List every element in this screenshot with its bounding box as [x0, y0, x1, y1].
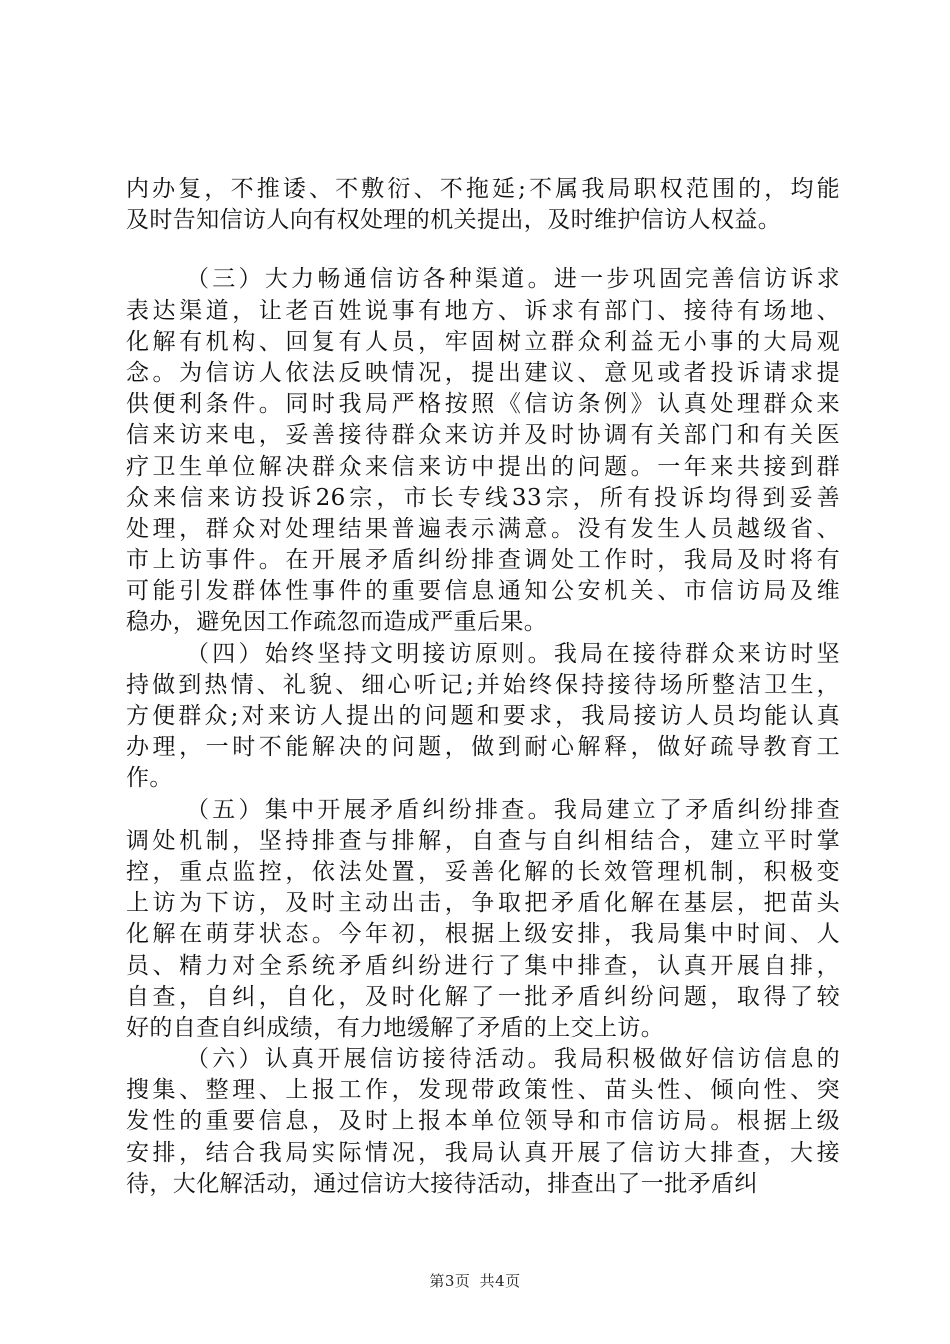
text-line: 化解有机构、回复有人员，牢固树立群众利益无小事的大局观 — [126, 328, 840, 355]
text-line: 表达渠道，让老百姓说事有地方、诉求有部门、接待有场地、 — [126, 297, 840, 324]
paragraph — [126, 174, 840, 236]
page-total: 共4页 — [479, 1272, 521, 1290]
document-body — [126, 174, 840, 1200]
text-line: 众来信来访投诉26宗，市长专线33宗，所有投诉均得到妥善 — [126, 484, 840, 511]
text-line: 搜集、整理、上报工作，发现带政策性、苗头性、倾向性、突 — [126, 1077, 840, 1104]
text-line: 办理，一时不能解决的问题，做到耐心解释，做好疏导教育工 — [126, 734, 840, 761]
text-line: 处理，群众对处理结果普遍表示满意。没有发生人员越级省、 — [126, 515, 840, 542]
text-line: 疗卫生单位解决群众来信来访中提出的问题。一年来共接到群 — [126, 453, 840, 480]
text-line: （三）大力畅通信访各种渠道。进一步巩固完善信访诉求 — [186, 266, 840, 293]
text-line: 可能引发群体性事件的重要信息通知公安机关、市信访局及维 — [126, 578, 840, 605]
page-number: 第3页 — [429, 1272, 471, 1290]
text-line: 化解在萌芽状态。今年初，根据上级安排，我局集中时间、人 — [126, 921, 840, 948]
paragraph-gap — [126, 236, 840, 264]
text-line: （六）认真开展信访接待活动。我局积极做好信访信息的 — [186, 1046, 840, 1073]
text-line: 待，大化解活动，通过信访大接待活动，排查出了一批矛盾纠 — [126, 1170, 758, 1197]
text-line: （五）集中开展矛盾纠纷排查。我局建立了矛盾纠纷排查 — [186, 796, 840, 823]
text-line: 员、精力对全系统矛盾纠纷进行了集中排查，认真开展自排， — [126, 952, 840, 979]
text-line: （四）始终坚持文明接访原则。我局在接待群众来访时坚 — [186, 640, 840, 667]
text-line: 安排，结合我局实际情况，我局认真开展了信访大排查，大接 — [126, 1139, 840, 1166]
text-line: 发性的重要信息，及时上报本单位领导和市信访局。根据上级 — [126, 1108, 840, 1135]
text-line: 持做到热情、礼貌、细心听记;并始终保持接待场所整洁卫生， — [126, 671, 840, 698]
text-line: 自查，自纠，自化，及时化解了一批矛盾纠纷问题，取得了较 — [126, 983, 840, 1010]
text-line: 调处机制，坚持排查与排解，自查与自纠相结合，建立平时掌 — [126, 827, 840, 854]
text-line: 信来访来电，妥善接待群众来访并及时协调有关部门和有关医 — [126, 422, 840, 449]
paragraph — [126, 795, 840, 1045]
text-line: 上访为下访，及时主动出击，争取把矛盾化解在基层，把苗头 — [126, 890, 840, 917]
text-line: 及时告知信访人向有权处理的机关提出，及时维护信访人权益。 — [126, 207, 782, 234]
text-line: 市上访事件。在开展矛盾纠纷排查调处工作时，我局及时将有 — [126, 547, 840, 574]
text-line: 好的自查自纠成绩，有力地缓解了矛盾的上交上访。 — [126, 1014, 665, 1041]
paragraph — [126, 264, 840, 638]
page-footer — [0, 1270, 950, 1291]
text-line: 供便利条件。同时我局严格按照《信访条例》认真处理群众来 — [126, 391, 840, 418]
text-line: 内办复，不推诿、不敷衍、不拖延;不属我局职权范围的，均能 — [126, 176, 840, 202]
text-line: 方便群众;对来访人提出的问题和要求，我局接访人员均能认真 — [126, 703, 840, 729]
text-line: 稳办，避免因工作疏忽而造成严重后果。 — [126, 609, 548, 636]
paragraph — [126, 639, 840, 795]
text-line: 控，重点监控，依法处置，妥善化解的长效管理机制，积极变 — [126, 858, 840, 885]
text-line: 念。为信访人依法反映情况，提出建议、意见或者投诉请求提 — [126, 359, 840, 386]
text-line: 作。 — [126, 765, 173, 792]
paragraph — [126, 1044, 840, 1200]
